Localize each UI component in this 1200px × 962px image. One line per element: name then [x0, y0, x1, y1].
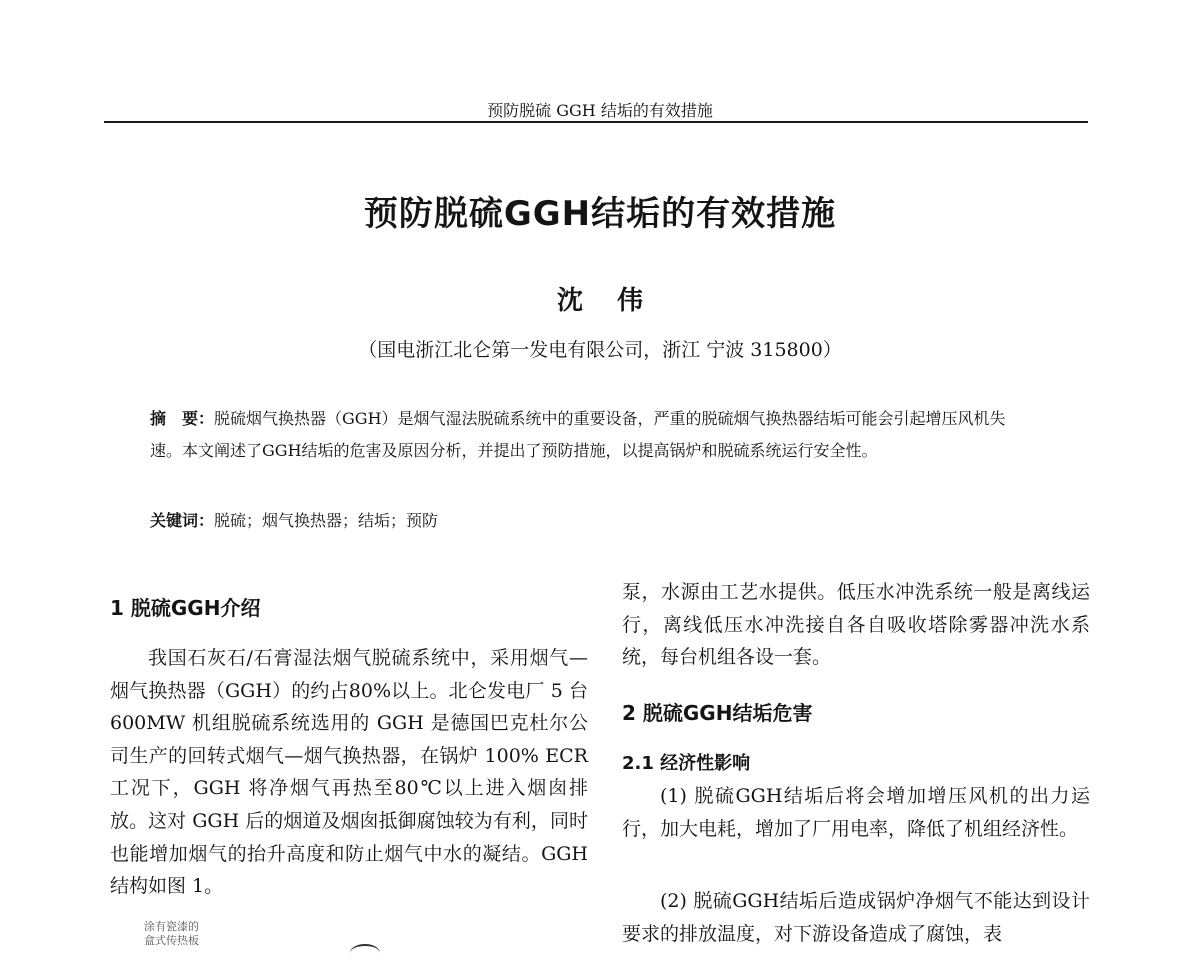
section1-heading: 1 脱硫GGH介绍	[110, 596, 261, 620]
right-continuation: 泵，水源由工艺水提供。低压水冲洗系统一般是离线运行，离线低压水冲洗接自各自吸收塔除雾器冲洗水系统，每台机组各设一套。	[622, 581, 1090, 669]
keywords-label: 关键词：	[150, 511, 215, 530]
keywords	[150, 508, 1030, 534]
running-header: 预防脱硫 GGH 结垢的有效措施	[487, 101, 713, 120]
figure-note-line2: 盒式传热板	[144, 934, 199, 947]
figure-note	[144, 920, 199, 948]
section2-1-para1: (1) 脱硫GGH结垢后将会增加增压风机的出力运行，加大电耗，增加了厂用电率，降低了机组经济性。	[622, 785, 1090, 840]
header-rule	[104, 121, 1088, 123]
figure-note-line1: 涂有瓷漆的	[144, 920, 199, 933]
figure-arc	[350, 944, 380, 962]
abstract-label: 摘 要：	[150, 409, 215, 428]
author: 沈伟	[556, 286, 677, 316]
affiliation: （国电浙江北仑第一发电有限公司，浙江 宁波 315800）	[358, 339, 842, 361]
paper-title: 预防脱硫GGH结垢的有效措施	[363, 194, 837, 234]
abstract-text: 脱硫烟气换热器（GGH）是烟气湿法脱硫系统中的重要设备，严重的脱硫烟气换热器结垢可能会引起增压风机失速。本文阐述了GGH结垢的危害及原因分析，并提出了预防措施，以提高锅炉和脱硫系统运行安全性。	[150, 409, 1006, 460]
abstract	[150, 403, 1030, 467]
section2-1-heading: 2.1 经济性影响	[622, 753, 751, 774]
section2-1-para2: (2) 脱硫GGH结垢后造成锅炉净烟气不能达到设计要求的排放温度，对下游设备造成了腐蚀，表	[622, 890, 1090, 945]
keywords-text: 脱硫；烟气换热器；结垢；预防	[214, 511, 439, 530]
section2-heading: 2 脱硫GGH结垢危害	[622, 701, 813, 725]
section1-paragraph: 我国石灰石/石膏湿法烟气脱硫系统中，采用烟气—烟气换热器（GGH）的约占80%以上。北仑发电厂 5 台 600MW 机组脱硫系统选用的 GGH 是德国巴克杜尔公司生产的回转式烟气—烟气换热器，在锅炉 100% ECR 工况下，GGH 将净烟气再热至80℃以上进入烟囱排放。这对 GGH 后的烟道及烟囱抵御腐蚀较为有利，同时也能增加烟气的抬升高度和防止烟气中水的凝结。GGH 结构如图 1。	[110, 647, 588, 898]
